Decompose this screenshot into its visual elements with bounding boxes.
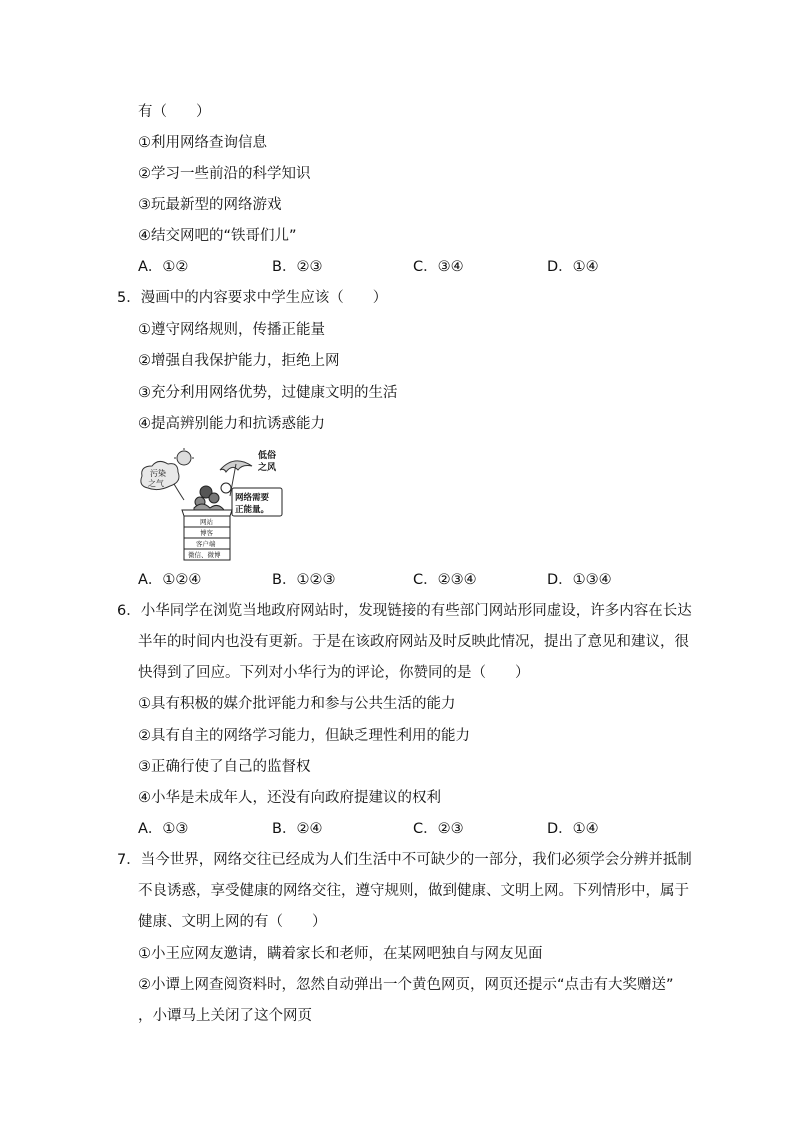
q5-item-1: ①遵守网络规则，传播正能量 [138,322,325,338]
stack-label-1: 网站 [200,518,213,526]
stack-label-3: 客户端 [196,540,216,548]
person-icon [221,483,231,493]
q6-item-3: ③正确行使了自己的监督权 [138,759,311,775]
q5-item-4: ④提高辨别能力和抗诱惑能力 [138,416,325,432]
q4-stem-tail: 有（ ） [138,104,211,120]
q5-option-d: D．①③④ [547,572,612,588]
q4-option-c: C．③④ [413,259,464,275]
q6-option-a: A．①③ [138,821,189,837]
q6-item-2: ②具有自主的网络学习能力，但缺乏理性利用的能力 [138,728,470,744]
q6-option-b: B．②④ [272,821,323,837]
q4-option-a: A．①② [138,259,189,275]
sun-icon [177,451,191,465]
q7-item-1: ①小王应网友邀请，瞒着家长和老师，在某网吧独自与网友见面 [138,946,543,962]
q7-stem-line-1: 7．当今世界，网络交往已经成为人们生活中不可缺少的一部分，我们必须学会分辨并抵制 [117,852,692,868]
q6-stem-line-3: 快得到了回应。下列对小华行为的评论，你赞同的是（ ） [138,665,530,681]
stack-label-4: 微信、微博 [188,551,221,559]
q7-item-2-continued: ，小谭马上关闭了这个网页 [138,1008,312,1024]
q5-option-b: B．①②③ [272,572,336,588]
umbrella-text-1: 低俗 [258,451,277,461]
stack-label-2: 博客 [200,529,213,537]
q6-option-d: D．①④ [547,821,599,837]
q7-item-2: ②小谭上网查阅资料时，忽然自动弹出一个黄色网页，网页还提示“点击有大奖赠送” [138,977,674,993]
q4-item-4: ④结交网吧的“铁哥们儿” [138,228,297,244]
cloud-text-1: 污染 [150,469,166,478]
q5-option-a: A．①②④ [138,572,202,588]
q5-stem: 5．漫画中的内容要求中学生应该（ ） [117,290,388,306]
q4-option-b: B．②③ [272,259,323,275]
q6-stem-line-1: 6．小华同学在浏览当地政府网站时，发现链接的有些部门网站形同虚设，许多内容在长达 [117,603,692,619]
q7-stem-line-2: 不良诱惑，享受健康的网络交往，遵守规则，做到健康、文明上网。下列情形中，属于 [138,883,689,899]
q6-item-4: ④小华是未成年人，还没有向政府提建议的权利 [138,790,441,806]
q4-option-d: D．①④ [547,259,599,275]
q5-item-2: ②增强自我保护能力，拒绝上网 [138,353,340,369]
q5-option-c: C．②③④ [413,572,477,588]
q5-cartoon [138,448,290,562]
q7-stem-line-3: 健康、文明上网的有（ ） [138,914,327,930]
cloud-text-2: 之气 [148,479,164,488]
q6-item-1: ①具有积极的媒介批评能力和参与公共生活的能力 [138,696,456,712]
speech-text-2: 正能量。 [235,505,270,515]
q4-item-3: ③玩最新型的网络游戏 [138,197,282,213]
q5-item-3: ③充分利用网络优势，过健康文明的生活 [138,385,398,401]
umbrella-text-2: 之风 [258,463,277,473]
q6-stem-line-2: 半年的时间内也没有更新。于是在该政府网站及时反映此情况，提出了意见和建议，很 [138,634,689,650]
q4-item-2: ②学习一些前沿的科学知识 [138,166,311,182]
speech-text-1: 网络需要 [235,493,270,503]
q6-option-c: C．②③ [413,821,464,837]
q4-item-1: ①利用网络查询信息 [138,135,267,151]
